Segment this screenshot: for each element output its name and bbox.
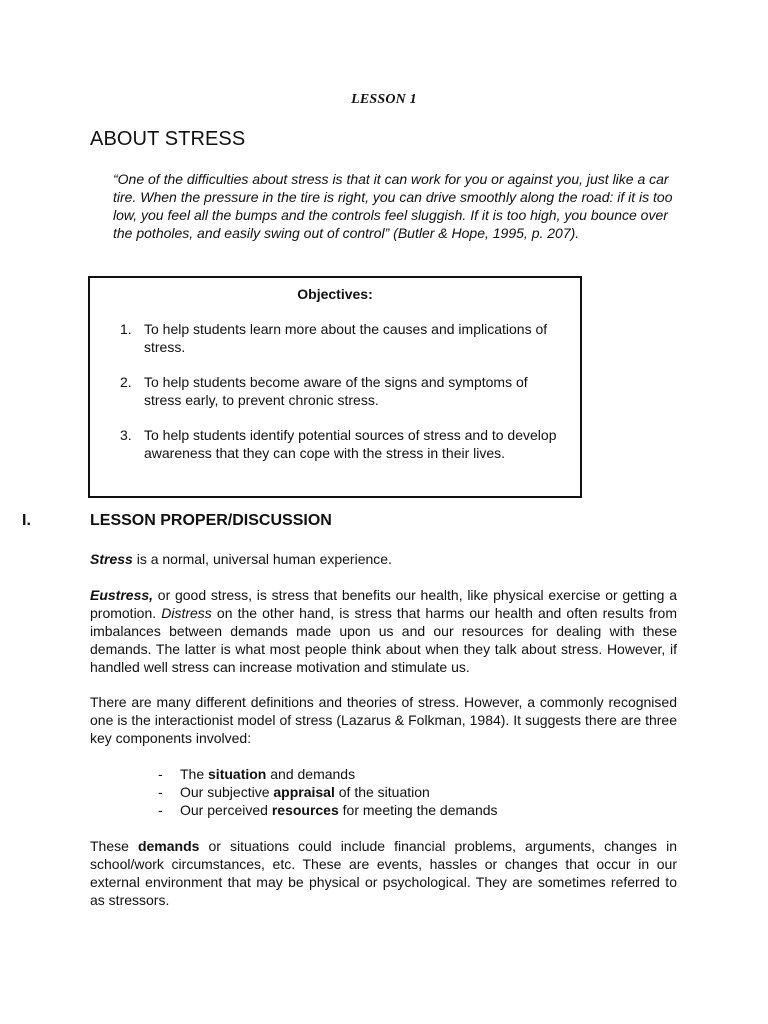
term-stress: Stress bbox=[90, 551, 133, 567]
term-distress: Distress bbox=[161, 605, 212, 621]
item-text: Our perceived bbox=[180, 802, 272, 818]
paragraph-text: These bbox=[90, 838, 138, 854]
objective-item bbox=[120, 373, 560, 409]
objective-text: To help students identify potential sources of stress and to develop awareness that they can cope with the stress in their lives. bbox=[144, 427, 557, 461]
components-list bbox=[158, 765, 498, 819]
bullet-dash: - bbox=[158, 784, 163, 800]
section-title: LESSON PROPER/DISCUSSION bbox=[90, 512, 332, 529]
objective-number: 2. bbox=[120, 374, 132, 390]
list-item bbox=[158, 765, 498, 783]
list-item bbox=[158, 783, 498, 801]
item-text: for meeting the demands bbox=[338, 802, 498, 818]
objective-number: 1. bbox=[120, 321, 132, 337]
objective-item bbox=[120, 426, 560, 462]
section-numeral: I. bbox=[22, 512, 31, 529]
paragraph-eustress-distress bbox=[90, 586, 677, 676]
item-text: The bbox=[180, 766, 209, 782]
item-text: of the situation bbox=[334, 784, 430, 800]
item-text: Our subjective bbox=[180, 784, 274, 800]
objective-text: To help students become aware of the signs and symptoms of stress early, to prevent chronic stress. bbox=[144, 374, 528, 408]
objective-text: To help students learn more about the causes and implications of stress. bbox=[144, 321, 548, 355]
lesson-label: LESSON 1 bbox=[351, 92, 417, 107]
section-heading bbox=[22, 512, 332, 530]
item-keyword: appraisal bbox=[273, 784, 335, 800]
term-demands: demands bbox=[137, 838, 200, 854]
objectives-title: Objectives: bbox=[297, 286, 373, 302]
objective-number: 3. bbox=[120, 427, 132, 443]
paragraph-interactionist-model: There are many different definitions and theories of stress. However, a commonly recognised one is the interactionist model of stress (Lazarus & Folkman, 1984). It suggests there are three key components involved: bbox=[90, 694, 677, 746]
paragraph-demands bbox=[90, 837, 677, 909]
opening-quote: “One of the difficulties about stress is that it can work for you or against you, just like a car tire. When the pressure in the tire is right, you can drive smoothly along the road: if it is too low, you feel all the bumps and the controls feel sluggish. If it is too high, you bounce over the potholes, and easily swing out of control” (Butler & Hope, 1995, p. 207). bbox=[113, 171, 673, 241]
item-keyword: situation bbox=[208, 766, 267, 782]
term-eustress: Eustress, bbox=[90, 587, 154, 603]
paragraph-text: is a normal, universal human experience. bbox=[132, 551, 392, 567]
paragraph-text: or good stress, is stress that benefits our health, like physical exercise or getting a promotion. bbox=[90, 587, 677, 621]
paragraph-text: on the other hand, is stress that harms our health and often results from imbalances between demands made upon us and our resources for dealing with these demands. The latter is what most people think about when they talk about stress. However, if handled well stress can increase motivation and stimulate us. bbox=[90, 605, 677, 675]
objective-item bbox=[120, 320, 560, 356]
paragraph-stress-definition bbox=[90, 550, 677, 568]
list-item bbox=[158, 801, 498, 819]
bullet-dash: - bbox=[158, 802, 163, 818]
page-title: ABOUT STRESS bbox=[90, 128, 246, 150]
objectives-list bbox=[120, 320, 560, 479]
bullet-dash: - bbox=[158, 766, 163, 782]
item-text: and demands bbox=[266, 766, 356, 782]
objectives-box bbox=[88, 276, 582, 498]
paragraph-text: or situations could include financial problems, arguments, changes in school/work circumstances, etc. These are events, hassles or changes that occur in our external environment that may be physical or psychological. They are sometimes referred to as stressors. bbox=[90, 838, 677, 908]
item-keyword: resources bbox=[271, 802, 339, 818]
